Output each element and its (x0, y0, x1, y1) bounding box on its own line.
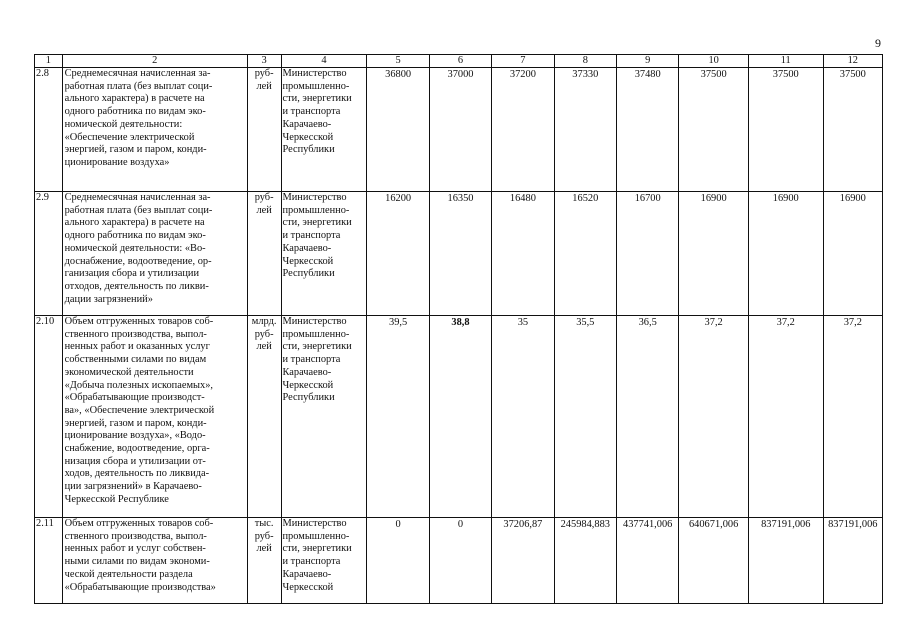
responsible-ministry: Министерство промышленно- сти, энергетики и транспорта Карачаево- Черкесской Республики (282, 68, 352, 156)
value-cell: 640671,006 (679, 518, 749, 604)
header-row (35, 55, 883, 68)
row-number: 2.11 (35, 518, 63, 604)
header-cell: 7 (492, 55, 554, 68)
value-cell: 36800 (367, 68, 429, 192)
unit: млрд. руб- лей (251, 316, 277, 353)
value-cell: 37500 (823, 68, 882, 192)
header-cell: 2 (62, 55, 247, 68)
header-cell: 12 (823, 55, 882, 68)
value-cell: 39,5 (367, 316, 429, 518)
indicator-name: Среднемесячная начисленная за- работная плата (без выплат соци- ального характера) в расчете на одного работника по видам эко- номической деятельности: «Обеспечение электрической энергией, газом и паром, конди- ционирование воздуха» (64, 68, 213, 168)
value-cell: 37500 (679, 68, 749, 192)
value-cell: 16900 (748, 192, 823, 316)
value-cell: 437741,006 (616, 518, 678, 604)
row-number: 2.8 (35, 68, 63, 192)
value-cell: 16900 (823, 192, 882, 316)
indicator-name: Объем отгруженных товаров соб- ственного производства, выпол- ненных работ и оказанных услуг собственными силами по видам экономической деятельности «Добыча полезных ископаемых», «Обрабатывающие производст- ва», «Обеспечение электрической энергией, газом и паром, конди- ционирование воздуха», «Водо- снабжение, водоотведение, орга- низация сбора и утилизации от- ходов, деятельность по ликвида- ции загрязнений» в Карачаево- Черкесской Республике (64, 316, 215, 505)
header-cell: 10 (679, 55, 749, 68)
value-cell: 35 (492, 316, 554, 518)
page-number: 9 (875, 36, 881, 50)
value-cell: 37,2 (748, 316, 823, 518)
value-cell: 0 (429, 518, 491, 604)
row-number: 2.10 (35, 316, 63, 518)
value-cell: 36,5 (616, 316, 678, 518)
value-cell: 37,2 (823, 316, 882, 518)
responsible-ministry: Министерство промышленно- сти, энергетики и транспорта Карачаево- Черкесской Республики (282, 316, 352, 404)
header-cell: 9 (616, 55, 678, 68)
value-cell: 37480 (616, 68, 678, 192)
row-number: 2.9 (35, 192, 63, 316)
header-cell: 1 (35, 55, 63, 68)
value-cell: 16520 (554, 192, 616, 316)
value-cell: 37,2 (679, 316, 749, 518)
value-cell: 16480 (492, 192, 554, 316)
value-cell: 837191,006 (748, 518, 823, 604)
value-cell: 16900 (679, 192, 749, 316)
value-cell: 16200 (367, 192, 429, 316)
value-cell: 245984,883 (554, 518, 616, 604)
header-cell: 3 (247, 55, 281, 68)
value-cell: 0 (367, 518, 429, 604)
value-cell: 37206,87 (492, 518, 554, 604)
value-cell: 38,8 (429, 316, 491, 518)
table-row (35, 68, 883, 192)
value-cell: 16350 (429, 192, 491, 316)
header-cell: 11 (748, 55, 823, 68)
table-row (35, 192, 883, 316)
header-cell: 8 (554, 55, 616, 68)
value-cell: 37000 (429, 68, 491, 192)
value-cell: 37500 (748, 68, 823, 192)
value-cell: 37200 (492, 68, 554, 192)
unit: руб- лей (254, 192, 274, 216)
header-cell: 6 (429, 55, 491, 68)
value-cell: 35,5 (554, 316, 616, 518)
responsible-ministry: Министерство промышленно- сти, энергетики и транспорта Карачаево- Черкесской Республики (282, 192, 352, 280)
table-row (35, 316, 883, 518)
responsible-ministry: Министерство промышленно- сти, энергетики и транспорта Карачаево- Черкесской (282, 518, 352, 593)
value-cell: 37330 (554, 68, 616, 192)
unit: тыс. руб- лей (254, 518, 274, 555)
indicators-table (34, 54, 883, 604)
header-cell: 4 (281, 55, 367, 68)
header-cell: 5 (367, 55, 429, 68)
indicator-name: Среднемесячная начисленная за- работная плата (без выплат соци- ального характера) в расчете на одного работника по видам эко- номической деятельности: «Во- доснабжение, водоотведение, ор- ганизация сбора и утилизации отходов, деятельность по ликви- дации загрязнений» (64, 192, 213, 305)
indicator-name: Объем отгруженных товаров соб- ственного производства, выпол- ненных работ и услуг собствен- ными силами по видам экономи- ческой деятельности раздела «Обрабатывающие производства» (64, 518, 216, 593)
value-cell: 837191,006 (823, 518, 882, 604)
unit: руб- лей (254, 68, 274, 92)
value-cell: 16700 (616, 192, 678, 316)
table-row (35, 518, 883, 604)
